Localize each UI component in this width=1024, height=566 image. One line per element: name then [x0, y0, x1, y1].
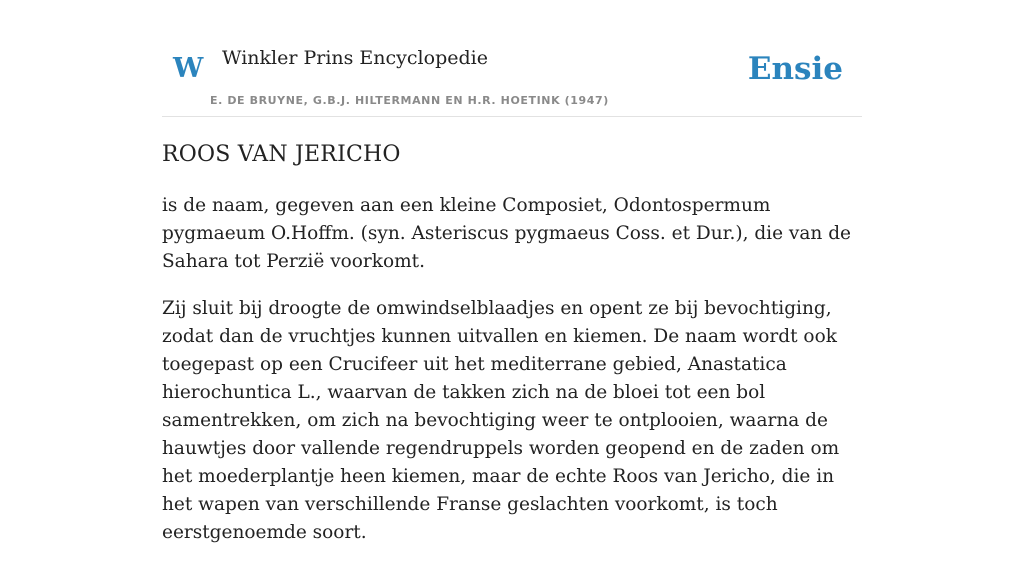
- article-paragraph: is de naam, gegeven aan een kleine Composiet, Odontospermum pygmaeum O.Hoffm. (syn. Asteriscus pygmaeus Coss. et Dur.), die van de Sahara tot Perzië voorkomt.: [162, 195, 851, 272]
- ensie-logo[interactable]: Ensie: [747, 51, 843, 87]
- site-title[interactable]: Winkler Prins Encyclopedie: [222, 47, 488, 69]
- article-title: ROOS VAN JERICHO: [162, 142, 401, 167]
- article-body: [162, 192, 862, 566]
- authors-line: E. DE BRUYNE, G.B.J. HILTERMANN EN H.R. HOETINK (1947): [210, 94, 609, 107]
- page-header: [162, 0, 862, 117]
- article-paragraph: Zij sluit bij droogte de omwindselblaadjes en opent ze bij bevochtiging, zodat dan de vruchtjes kunnen uitvallen en kiemen. De naam wordt ook toegepast op een Crucifeer uit het mediterrane gebied, Anastatica hierochuntica L., waarvan de takken zich na de bloei tot een bol samentrekken, om zich na bevochtiging weer te ontplooien, waarna de hauwtjes door vallende regendruppels worden geopend en de zaden om het moederplantje heen kiemen, maar de echte Roos van Jericho, die in het wapen van verschillende Franse geslachten voorkomt, is toch eerstgenoemde soort.: [162, 298, 840, 543]
- winkler-prins-logo[interactable]: W: [173, 53, 204, 84]
